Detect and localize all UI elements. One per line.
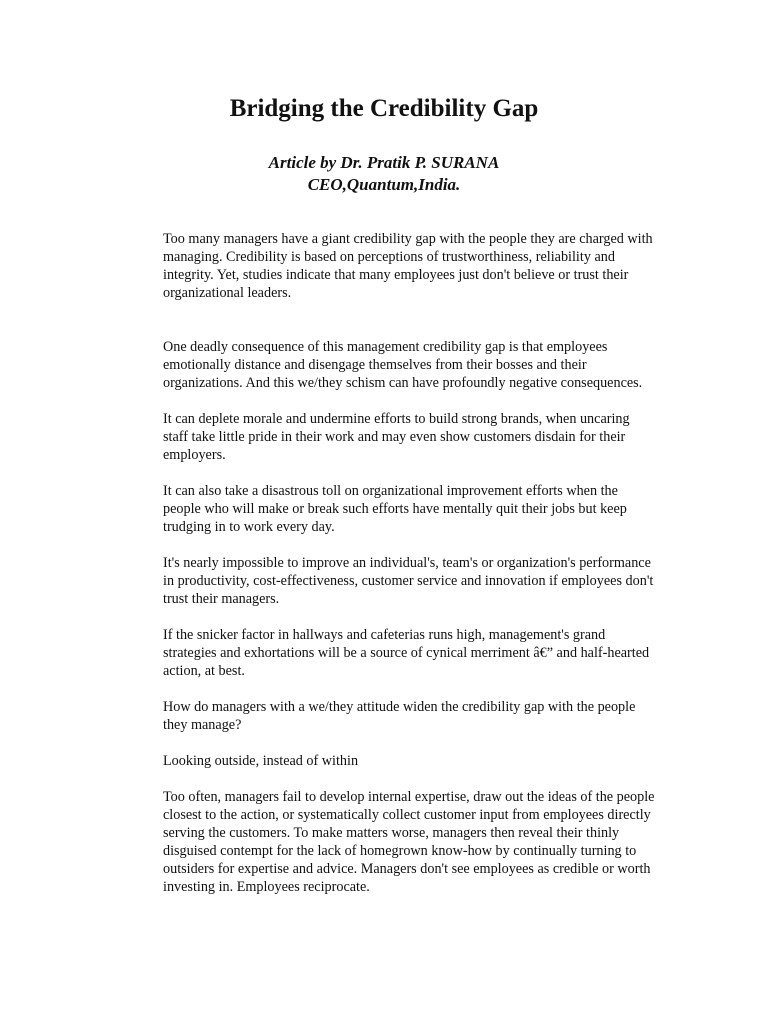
- paragraph: It can also take a disastrous toll on organizational improvement efforts when the people who will make or break such efforts have mentally quit their jobs but keep trudging in to work every day.: [163, 483, 627, 535]
- paragraph: How do managers with a we/they attitude widen the credibility gap with the people they manage?: [163, 699, 636, 733]
- author-byline: Article by Dr. Pratik P. SURANA: [268, 153, 500, 172]
- paragraph: Too many managers have a giant credibility gap with the people they are charged with managing. Credibility is based on perceptions of trustworthiness, reliability and integrity. Yet, studies indicate that many employees just don't believe or trust their organizational leaders.: [163, 231, 653, 301]
- paragraph: Too often, managers fail to develop internal expertise, draw out the ideas of the people closest to the action, or systematically collect customer input from employees directly serving the customers. To make matters worse, managers then reveal their thinly disguised contempt for the lack of homegrown know-how by continually turning to outsiders for expertise and advice. Managers don't see employees as credible or worth investing in. Employees reciprocate.: [163, 789, 655, 895]
- article-body: [163, 230, 655, 914]
- paragraph: One deadly consequence of this management credibility gap is that employees emotionally distance and disengage themselves from their bosses and their organizations. And this we/they schism can have profoundly negative consequences.: [163, 339, 643, 391]
- author-affiliation: CEO,Quantum,India.: [307, 175, 461, 194]
- paragraph: It can deplete morale and undermine efforts to build strong brands, when uncaring staff take little pride in their work and may even show customers disdain for their employers.: [163, 411, 630, 463]
- paragraph: If the snicker factor in hallways and cafeterias runs high, management's grand strategies and exhortations will be a source of cynical merriment â€” and half-hearted action, at best.: [163, 627, 650, 679]
- document-title: Bridging the Credibility Gap: [229, 95, 539, 122]
- paragraph: It's nearly impossible to improve an individual's, team's or organization's performance in productivity, cost-effectiveness, customer service and innovation if employees don't trust their managers.: [163, 555, 654, 607]
- section-heading: Looking outside, instead of within: [163, 753, 359, 769]
